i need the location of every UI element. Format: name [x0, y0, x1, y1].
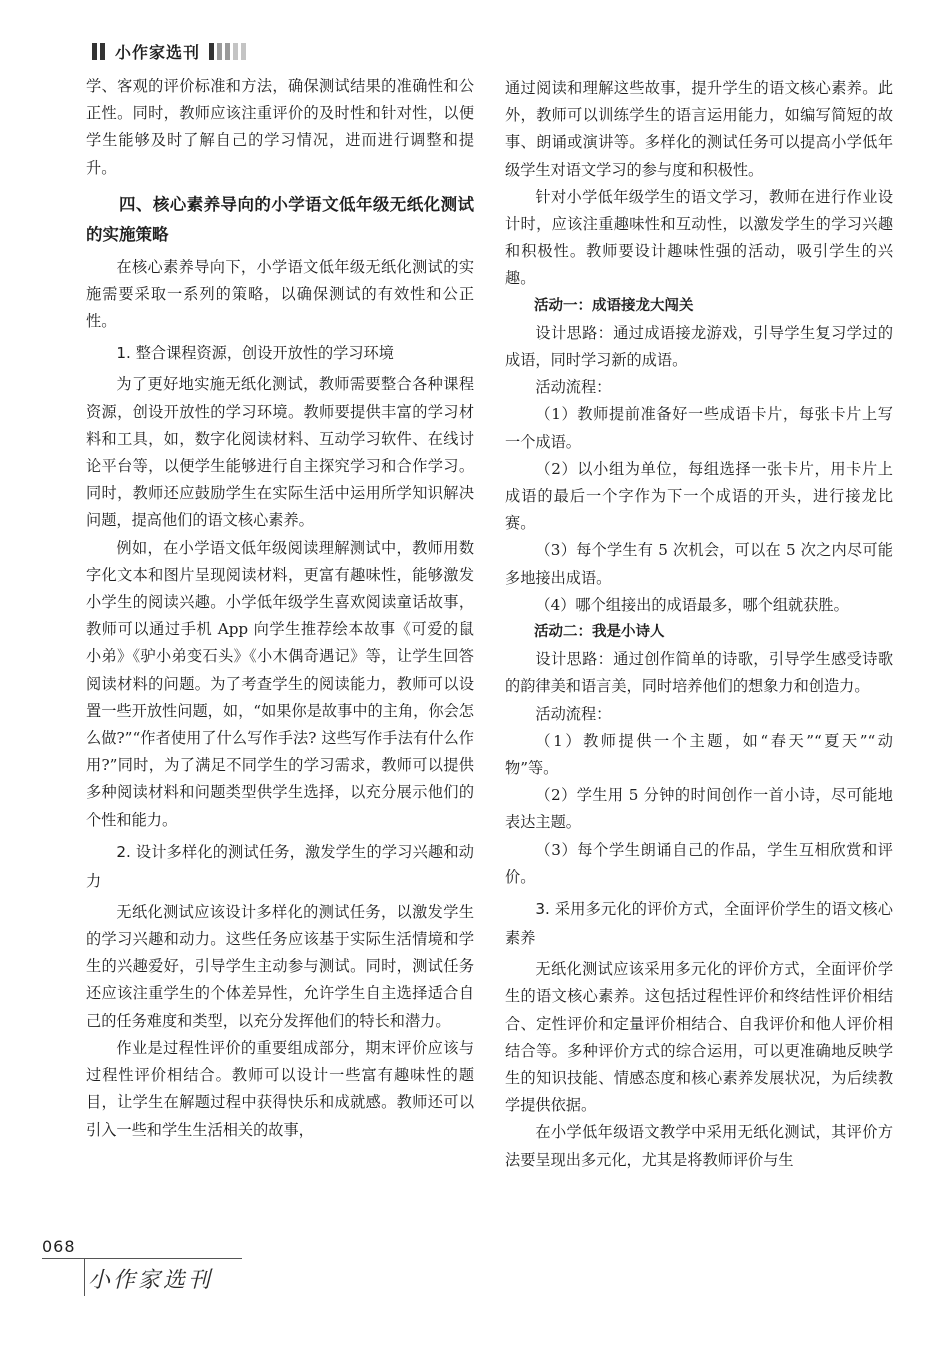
header-bar-icon [225, 43, 230, 60]
header-bar-icon [100, 43, 105, 60]
paragraph: 设计思路：通过创作简单的诗歌，引导学生感受诗歌的韵律美和语言美，同时培养他们的想象力和创造力。 [505, 650, 893, 696]
paragraph: 无纸化测试应该采用多元化的评价方式，全面评价学生的语文核心素养。这包括过程性评价和终结性评价相结合、定性评价和定量评价相结合、自我评价和他人评价相结合等。多种评价方式的综合运用，可以更准确地反映学生的知识技能、情感态度和核心素养发展状况，为后续教学提供依据。 [505, 960, 893, 1115]
list-item: （3）每个学生朗诵自己的作品，学生互相欣赏和评价。 [505, 840, 893, 886]
section-heading: 四、核心素养导向的小学语文低年级无纸化测试的实施策略 [86, 194, 474, 244]
subsection-heading: 3. 采用多元化的评价方式，全面评价学生的语文核心素养 [505, 900, 893, 948]
header-bar-icon [217, 43, 222, 60]
paragraph: 活动流程： [535, 704, 612, 723]
paragraph: 例如，在小学语文低年级阅读理解测试中，教师用数字化文本和图片呈现阅读材料，更富有趣味性，能够激发小学生的阅读兴趣。小学低年级学生喜欢阅读童话故事，教师可以通过手机 App 向学生推荐绘本故事《可爱的鼠小弟》《驴小弟变石头》《小木偶奇遇记》等，让学生回答阅读材料的问题。为了考查学生的阅读能力，教师可以设置一些开放性问题，如，“如果你是故事中的主角，你会怎么做?”“作者使用了什么写作手法? 这些写作手法有什么作用?”同时，为了满足不同学生的学习需求，教师可以提供多种阅读材料和问题类型供学生选择，以充分展示他们的个性和能力。 [86, 538, 474, 829]
list-item: （1）教师提前准备好一些成语卡片，每张卡片上写一个成语。 [505, 405, 893, 451]
header-bar-icon [92, 43, 97, 60]
paragraph: 活动流程： [535, 378, 612, 397]
footer-logo: 小作家选刊 [88, 1268, 214, 1293]
list-item: （4）哪个组接出的成语最多，哪个组就获胜。 [535, 595, 849, 614]
left-column [86, 73, 474, 1144]
page-number: 068 [42, 1237, 76, 1256]
paragraph: 学、客观的评价标准和方法，确保测试结果的准确性和公正性。同时，教师应该注重评价的及时性和针对性，以便学生能够及时了解自己的学习情况，进而进行调整和提升。 [86, 77, 474, 177]
header-title: 小作家选刊 [115, 42, 201, 62]
paragraph: 设计思路：通过成语接龙游戏，引导学生复习学过的成语，同时学习新的成语。 [505, 323, 893, 370]
activity-heading: 活动一：成语接龙大闯关 [534, 297, 694, 314]
paragraph: 针对小学低年级学生的语文学习，教师在进行作业设计时，应该注重趣味性和互动性，以激发学生的学习兴趣和积极性。教师要设计趣味性强的活动，吸引学生的兴趣。 [505, 187, 893, 288]
header-bar-icon [209, 43, 214, 60]
activity-heading: 活动二：我是小诗人 [534, 624, 665, 641]
header-bar-icon [241, 43, 246, 60]
running-header [92, 40, 249, 62]
footer-rule [84, 1258, 85, 1296]
list-item: （2）以小组为单位，每组选择一张卡片，用卡片上成语的最后一个字作为下一个成语的开头，进行接龙比赛。 [505, 459, 893, 533]
header-bar-icon [233, 43, 238, 60]
subsection-heading: 2. 设计多样化的测试任务，激发学生的学习兴趣和动力 [86, 842, 474, 890]
paragraph: 在核心素养导向下，小学语文低年级无纸化测试的实施需要采取一系列的策略，以确保测试的有效性和公正性。 [86, 257, 474, 331]
list-item: （1）教师提供一个主题，如“春天”“夏天”“动物”等。 [505, 731, 893, 778]
list-item: （3）每个学生有 5 次机会，可以在 5 次之内尽可能多地接出成语。 [505, 541, 893, 587]
footer-rule [42, 1258, 242, 1259]
paragraph: 为了更好地实施无纸化测试，教师需要整合各种课程资源，创设开放性的学习环境。教师要提供丰富的学习材料和工具，如，数字化阅读材料、互动学习软件、在线讨论平台等，以便学生能够进行自主探究学习和合作学习。同时，教师还应鼓励学生在实际生活中运用所学知识解决问题，提高他们的语文核心素养。 [86, 375, 474, 530]
right-column [505, 75, 893, 1174]
list-item: （2）学生用 5 分钟的时间创作一首小诗，尽可能地表达主题。 [505, 786, 893, 832]
subsection-heading: 1. 整合课程资源，创设开放性的学习环境 [116, 344, 394, 363]
paragraph: 通过阅读和理解这些故事，提升学生的语文核心素养。此外，教师可以训练学生的语言运用能力，如编写简短的故事、朗诵或演讲等。多样化的测试任务可以提高小学低年级学生对语文学习的参与度和积极性。 [505, 79, 893, 179]
paragraph: 无纸化测试应该设计多样化的测试任务，以激发学生的学习兴趣和动力。这些任务应该基于实际生活情境和学生的兴趣爱好，引导学生主动参与测试。同时，测试任务还应该注重学生的个体差异性，允许学生自主选择适合自己的任务难度和类型，以充分发挥他们的特长和潜力。 [86, 902, 474, 1030]
paragraph: 作业是过程性评价的重要组成部分，期末评价应该与过程性评价相结合。教师可以设计一些富有趣味性的题目，让学生在解题过程中获得快乐和成就感。教师还可以引入一些和学生生活相关的故事， [86, 1038, 474, 1139]
paragraph: 在小学低年级语文教学中采用无纸化测试，其评价方法要呈现出多元化，尤其是将教师评价与生 [505, 1123, 893, 1169]
